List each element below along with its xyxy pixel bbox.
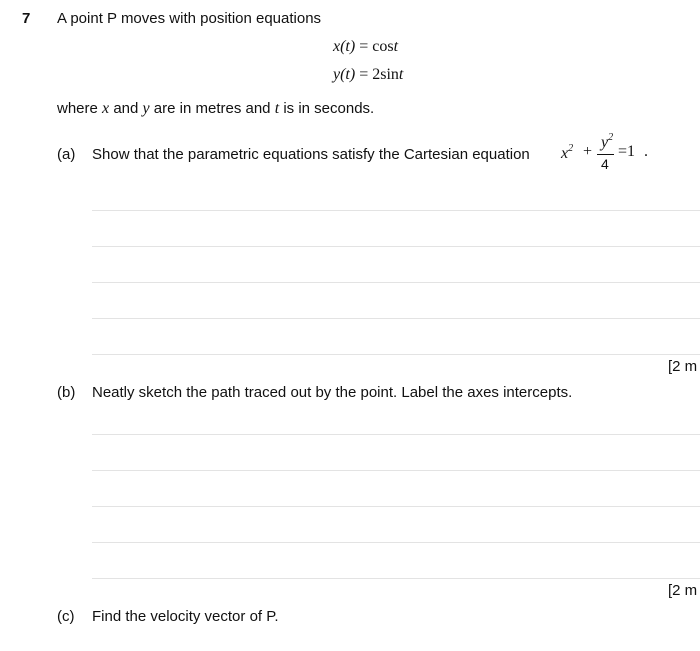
equation-x [333,38,398,56]
answer-line[interactable] [92,354,700,355]
units-var-t: t [274,100,280,117]
answer-line[interactable] [92,470,700,471]
question-number: 7 [22,10,31,27]
equation-y-fn: sin [380,66,399,83]
part-a-marks: [2 m [668,358,698,375]
equation-x-var: t [393,38,399,55]
cartesian-numerator-exponent: 2 [608,132,614,143]
answer-line[interactable] [92,434,700,435]
cartesian-full-stop: . [644,143,648,160]
answer-line[interactable] [92,542,700,543]
part-b-label: (b) [57,384,76,401]
part-b-marks: [2 m [668,582,698,599]
units-var-x: x [102,100,110,117]
units-text-4: is in seconds. [283,100,375,117]
cartesian-x-exponent: 2 [568,143,574,154]
part-c-label: (c) [57,608,75,625]
question-stem: A point P moves with position equations [57,10,322,27]
units-text-2: and [113,100,139,117]
answer-line[interactable] [92,506,700,507]
answer-line[interactable] [92,210,700,211]
cartesian-numerator: $y^2$ [601,132,614,151]
equation-x-equals: = [359,38,369,55]
units-statement [57,100,374,118]
equation-y-var: t [398,66,404,83]
answer-line[interactable] [92,246,700,247]
equation-y [333,66,403,84]
equation-y-lhs: y(t) [333,66,356,83]
part-c-text: Find the velocity vector of P. [92,608,279,625]
equation-x-fn: cos [372,38,394,55]
equation-y-equals: = [359,66,369,83]
cartesian-plus: + [583,143,593,160]
part-a-label: (a) [57,146,76,163]
cartesian-rhs: =1 [618,143,636,160]
part-b-text: Neatly sketch the path traced out by the point. Label the axes intercepts. [92,384,573,401]
equation-y-coef: 2 [372,66,381,83]
answer-line[interactable] [92,282,700,283]
cartesian-denominator: 4 [601,156,609,172]
answer-line[interactable] [92,578,700,579]
units-text-3: are in metres and [153,100,271,117]
units-var-y: y [142,100,150,117]
cartesian-x: $x^2$ [561,143,574,162]
answer-line[interactable] [92,318,700,319]
cartesian-fraction-bar [597,154,614,155]
part-a-text: Show that the parametric equations satisfy the Cartesian equation [92,146,530,163]
equation-x-lhs: x(t) [333,38,356,55]
units-text-1: where [57,100,98,117]
